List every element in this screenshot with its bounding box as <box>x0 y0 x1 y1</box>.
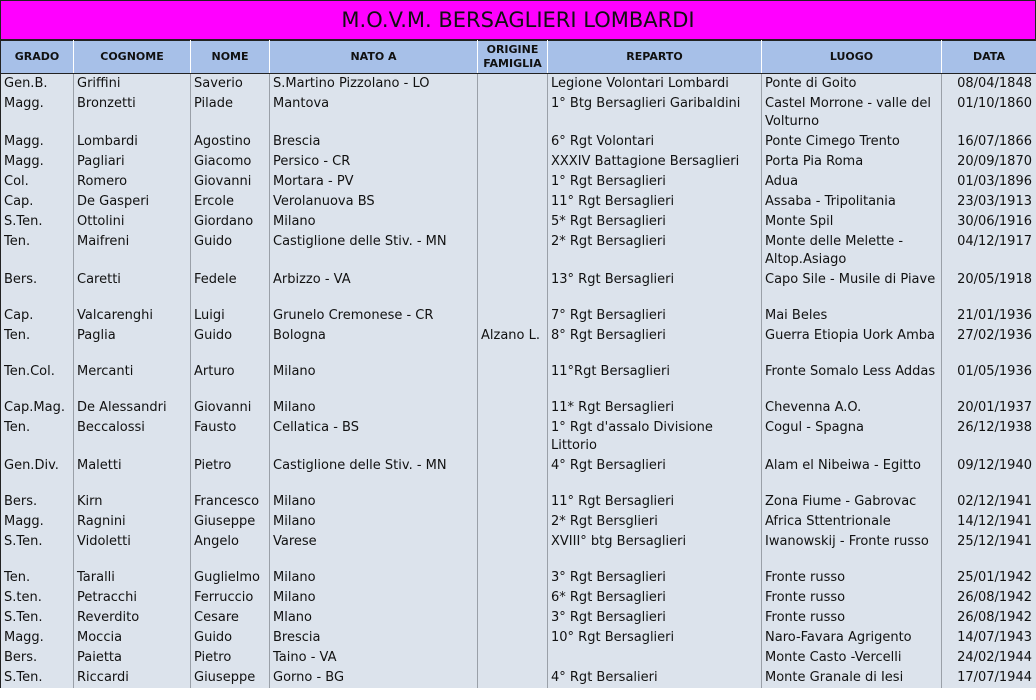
cell-nato-a[interactable]: Gorno - BG <box>270 668 478 688</box>
cell-data[interactable]: 23/03/1913 <box>942 192 1036 212</box>
cell-luogo[interactable]: Naro-Favara Agrigento <box>762 628 942 648</box>
table-row <box>1 326 1036 362</box>
cell-grado[interactable]: S.Ten. <box>1 212 74 232</box>
cell-grado[interactable]: Magg. <box>1 152 74 172</box>
cell-data[interactable]: 25/01/1942 <box>942 568 1036 588</box>
cell-origine-famiglia[interactable] <box>478 588 548 608</box>
cell-nato-a[interactable]: Brescia <box>270 628 478 648</box>
cell-luogo[interactable]: Zona Fiume - Gabrovac <box>762 492 942 512</box>
column-header-data[interactable]: DATA <box>942 41 1036 74</box>
cell-reparto[interactable]: 11° Rgt Bersaglieri <box>548 492 762 512</box>
cell-cognome[interactable]: Lombardi <box>74 132 191 152</box>
cell-data[interactable]: 27/02/1936 <box>942 326 1036 362</box>
cell-luogo[interactable]: Monte Granale di Iesi <box>762 668 942 688</box>
cell-origine-famiglia[interactable] <box>478 306 548 326</box>
cell-data[interactable]: 24/02/1944 <box>942 648 1036 668</box>
data-table <box>0 40 1036 688</box>
cell-reparto[interactable]: 1° Rgt Bersaglieri <box>548 172 762 192</box>
cell-origine-famiglia[interactable] <box>478 192 548 212</box>
cell-cognome[interactable]: Paietta <box>74 648 191 668</box>
cell-origine-famiglia[interactable] <box>478 74 548 95</box>
column-header-luogo[interactable]: LUOGO <box>762 41 942 74</box>
cell-data[interactable]: 20/01/1937 <box>942 398 1036 418</box>
cell-data[interactable]: 04/12/1917 <box>942 232 1036 270</box>
cell-reparto[interactable]: 11° Rgt Bersaglieri <box>548 192 762 212</box>
cell-nome[interactable]: Pietro <box>191 456 270 492</box>
cell-cognome[interactable]: De Alessandri <box>74 398 191 418</box>
cell-data[interactable]: 17/07/1944 <box>942 668 1036 688</box>
cell-grado[interactable]: Col. <box>1 172 74 192</box>
cell-nome[interactable]: Ercole <box>191 192 270 212</box>
cell-nato-a[interactable]: Verolanuova BS <box>270 192 478 212</box>
cell-data[interactable]: 01/03/1896 <box>942 172 1036 192</box>
column-header-origine-famiglia[interactable]: ORIGINE FAMIGLIA <box>478 41 548 74</box>
cell-luogo[interactable]: Alam el Nibeiwa - Egitto <box>762 456 942 492</box>
cell-data[interactable]: 09/12/1940 <box>942 456 1036 492</box>
cell-data[interactable]: 01/10/1860 <box>942 94 1036 132</box>
cell-luogo[interactable]: Africa Sttentrionale <box>762 512 942 532</box>
cell-cognome[interactable]: Romero <box>74 172 191 192</box>
cell-reparto[interactable]: 2* Rgt Bersaglieri <box>548 232 762 270</box>
cell-nome[interactable]: Francesco <box>191 492 270 512</box>
cell-data[interactable]: 14/12/1941 <box>942 512 1036 532</box>
cell-grado[interactable]: Cap.Mag. <box>1 398 74 418</box>
cell-luogo[interactable]: Guerra Etiopia Uork Amba <box>762 326 942 362</box>
table-row <box>1 648 1036 668</box>
cell-grado[interactable]: S.Ten. <box>1 532 74 568</box>
cell-nato-a[interactable]: Milano <box>270 512 478 532</box>
cell-nato-a[interactable]: Milano <box>270 492 478 512</box>
header-row <box>1 41 1036 74</box>
cell-cognome[interactable]: Paglia <box>74 326 191 362</box>
cell-nome[interactable]: Arturo <box>191 362 270 398</box>
cell-luogo[interactable]: Fronte russo <box>762 588 942 608</box>
cell-nome[interactable]: Giovanni <box>191 398 270 418</box>
cell-reparto[interactable]: 4° Rgt Bersalieri <box>548 668 762 688</box>
cell-grado[interactable]: Bers. <box>1 492 74 512</box>
cell-origine-famiglia[interactable] <box>478 568 548 588</box>
cell-nato-a[interactable]: Grunelo Cremonese - CR <box>270 306 478 326</box>
cell-luogo[interactable]: Chevenna A.O. <box>762 398 942 418</box>
cell-data[interactable]: 08/04/1848 <box>942 74 1036 95</box>
cell-origine-famiglia[interactable]: Alzano L. <box>478 326 548 362</box>
cell-grado[interactable]: Magg. <box>1 512 74 532</box>
cell-reparto[interactable]: 6° Rgt Volontari <box>548 132 762 152</box>
cell-luogo[interactable]: Iwanowskij - Fronte russo <box>762 532 942 568</box>
cell-nato-a[interactable]: S.Martino Pizzolano - LO <box>270 74 478 95</box>
cell-nato-a[interactable]: Mlano <box>270 608 478 628</box>
column-header-cognome[interactable]: COGNOME <box>74 41 191 74</box>
cell-grado[interactable]: Ten. <box>1 326 74 362</box>
table-row <box>1 398 1036 418</box>
cell-nato-a[interactable]: Persico - CR <box>270 152 478 172</box>
cell-luogo[interactable]: Fronte russo <box>762 568 942 588</box>
cell-origine-famiglia[interactable] <box>478 648 548 668</box>
cell-cognome[interactable]: Taralli <box>74 568 191 588</box>
cell-cognome[interactable]: Bronzetti <box>74 94 191 132</box>
cell-cognome[interactable]: Pagliari <box>74 152 191 172</box>
cell-nome[interactable]: Giordano <box>191 212 270 232</box>
cell-nato-a[interactable]: Mantova <box>270 94 478 132</box>
cell-nato-a[interactable]: Milano <box>270 362 478 398</box>
cell-cognome[interactable]: Vidoletti <box>74 532 191 568</box>
table-row <box>1 212 1036 232</box>
cell-cognome[interactable]: De Gasperi <box>74 192 191 212</box>
table-row <box>1 232 1036 270</box>
cell-nato-a[interactable]: Cellatica - BS <box>270 418 478 456</box>
cell-origine-famiglia[interactable] <box>478 362 548 398</box>
cell-nato-a[interactable]: Mortara - PV <box>270 172 478 192</box>
cell-nome[interactable]: Giacomo <box>191 152 270 172</box>
cell-reparto[interactable] <box>548 648 762 668</box>
cell-origine-famiglia[interactable] <box>478 132 548 152</box>
cell-nato-a[interactable]: Brescia <box>270 132 478 152</box>
cell-grado[interactable]: Magg. <box>1 94 74 132</box>
table-row <box>1 418 1036 456</box>
cell-origine-famiglia[interactable] <box>478 608 548 628</box>
table-row <box>1 132 1036 152</box>
cell-nome[interactable]: Guido <box>191 326 270 362</box>
cell-grado[interactable]: Bers. <box>1 648 74 668</box>
table-row <box>1 532 1036 568</box>
table-row <box>1 74 1036 95</box>
cell-luogo[interactable]: Castel Morrone - valle del Volturno <box>762 94 942 132</box>
cell-reparto[interactable]: 1° Btg Bersaglieri Garibaldini <box>548 94 762 132</box>
cell-reparto[interactable]: 3° Rgt Bersaglieri <box>548 568 762 588</box>
cell-origine-famiglia[interactable] <box>478 212 548 232</box>
cell-reparto[interactable]: 8° Rgt Bersaglieri <box>548 326 762 362</box>
cell-luogo[interactable]: Porta Pia Roma <box>762 152 942 172</box>
table-row <box>1 456 1036 492</box>
cell-luogo[interactable]: Fronte russo <box>762 608 942 628</box>
cell-nome[interactable]: Giovanni <box>191 172 270 192</box>
cell-cognome[interactable]: Reverdito <box>74 608 191 628</box>
cell-nome[interactable]: Guglielmo <box>191 568 270 588</box>
cell-grado[interactable]: Ten. <box>1 418 74 456</box>
cell-nome[interactable]: Luigi <box>191 306 270 326</box>
cell-grado[interactable]: S.Ten. <box>1 608 74 628</box>
cell-cognome[interactable]: Ottolini <box>74 212 191 232</box>
cell-origine-famiglia[interactable] <box>478 668 548 688</box>
cell-reparto[interactable]: 2* Rgt Bersglieri <box>548 512 762 532</box>
cell-reparto[interactable]: 3° Rgt Bersaglieri <box>548 608 762 628</box>
cell-grado[interactable]: S.ten. <box>1 588 74 608</box>
cell-origine-famiglia[interactable] <box>478 398 548 418</box>
table-row <box>1 362 1036 398</box>
cell-nato-a[interactable]: Milano <box>270 212 478 232</box>
table-row <box>1 94 1036 132</box>
cell-grado[interactable]: Bers. <box>1 270 74 306</box>
cell-luogo[interactable]: Fronte Somalo Less Addas <box>762 362 942 398</box>
cell-nato-a[interactable]: Milano <box>270 588 478 608</box>
cell-origine-famiglia[interactable] <box>478 456 548 492</box>
cell-reparto[interactable]: 6* Rgt Bersaglieri <box>548 588 762 608</box>
sheet-title: M.O.V.M. BERSAGLIERI LOMBARDI <box>0 0 1036 40</box>
cell-cognome[interactable]: Kirn <box>74 492 191 512</box>
cell-data[interactable]: 30/06/1916 <box>942 212 1036 232</box>
table-row <box>1 492 1036 512</box>
cell-nome[interactable]: Saverio <box>191 74 270 95</box>
cell-origine-famiglia[interactable] <box>478 418 548 456</box>
cell-grado[interactable]: Gen.Div. <box>1 456 74 492</box>
cell-grado[interactable]: Magg. <box>1 628 74 648</box>
table-row <box>1 608 1036 628</box>
table-row <box>1 568 1036 588</box>
cell-origine-famiglia[interactable] <box>478 232 548 270</box>
table-row <box>1 628 1036 648</box>
cell-reparto[interactable]: 11°Rgt Bersaglieri <box>548 362 762 398</box>
cell-nome[interactable]: Giuseppe <box>191 668 270 688</box>
cell-nome[interactable]: Fedele <box>191 270 270 306</box>
cell-origine-famiglia[interactable] <box>478 94 548 132</box>
cell-luogo[interactable]: Cogul - Spagna <box>762 418 942 456</box>
cell-grado[interactable]: Ten. <box>1 568 74 588</box>
cell-data[interactable]: 26/08/1942 <box>942 588 1036 608</box>
cell-nome[interactable]: Cesare <box>191 608 270 628</box>
cell-nome[interactable]: Giuseppe <box>191 512 270 532</box>
cell-reparto[interactable]: 11* Rgt Bersaglieri <box>548 398 762 418</box>
cell-nato-a[interactable]: Varese <box>270 532 478 568</box>
cell-nome[interactable]: Pietro <box>191 648 270 668</box>
cell-origine-famiglia[interactable] <box>478 152 548 172</box>
cell-nome[interactable]: Ferruccio <box>191 588 270 608</box>
cell-luogo[interactable]: Monte Spil <box>762 212 942 232</box>
cell-cognome[interactable]: Petracchi <box>74 588 191 608</box>
cell-nome[interactable]: Angelo <box>191 532 270 568</box>
cell-origine-famiglia[interactable] <box>478 512 548 532</box>
table-row <box>1 588 1036 608</box>
cell-luogo[interactable]: Assaba - Tripolitania <box>762 192 942 212</box>
cell-nato-a[interactable]: Castiglione delle Stiv. - MN <box>270 232 478 270</box>
cell-nome[interactable]: Pilade <box>191 94 270 132</box>
cell-luogo[interactable]: Monte delle Melette - Altop.Asiago <box>762 232 942 270</box>
cell-grado[interactable]: Cap. <box>1 192 74 212</box>
cell-cognome[interactable]: Beccalossi <box>74 418 191 456</box>
cell-luogo[interactable]: Capo Sile - Musile di Piave <box>762 270 942 306</box>
cell-cognome[interactable]: Maifreni <box>74 232 191 270</box>
cell-cognome[interactable]: Ragnini <box>74 512 191 532</box>
cell-nome[interactable]: Guido <box>191 628 270 648</box>
cell-luogo[interactable]: Monte Casto -Vercelli <box>762 648 942 668</box>
cell-grado[interactable]: Ten. <box>1 232 74 270</box>
cell-data[interactable]: 20/05/1918 <box>942 270 1036 306</box>
cell-data[interactable]: 02/12/1941 <box>942 492 1036 512</box>
cell-cognome[interactable]: Moccia <box>74 628 191 648</box>
cell-cognome[interactable]: Maletti <box>74 456 191 492</box>
cell-origine-famiglia[interactable] <box>478 628 548 648</box>
cell-grado[interactable]: Magg. <box>1 132 74 152</box>
table-row <box>1 668 1036 688</box>
cell-luogo[interactable]: Ponte Cimego Trento <box>762 132 942 152</box>
table-row <box>1 270 1036 306</box>
cell-origine-famiglia[interactable] <box>478 270 548 306</box>
cell-grado[interactable]: S.Ten. <box>1 668 74 688</box>
cell-reparto[interactable]: 4° Rgt Bersaglieri <box>548 456 762 492</box>
table-row <box>1 192 1036 212</box>
cell-data[interactable]: 26/12/1938 <box>942 418 1036 456</box>
table-row <box>1 512 1036 532</box>
cell-origine-famiglia[interactable] <box>478 532 548 568</box>
cell-nome[interactable]: Fausto <box>191 418 270 456</box>
cell-reparto[interactable]: 7° Rgt Bersaglieri <box>548 306 762 326</box>
cell-nato-a[interactable]: Bologna <box>270 326 478 362</box>
cell-reparto[interactable]: XVIII° btg Bersaglieri <box>548 532 762 568</box>
cell-nato-a[interactable]: Milano <box>270 568 478 588</box>
cell-data[interactable]: 01/05/1936 <box>942 362 1036 398</box>
cell-nato-a[interactable]: Arbizzo - VA <box>270 270 478 306</box>
cell-nato-a[interactable]: Milano <box>270 398 478 418</box>
cell-reparto[interactable]: 13° Rgt Bersaglieri <box>548 270 762 306</box>
column-header-nato-a[interactable]: NATO A <box>270 41 478 74</box>
cell-luogo[interactable]: Ponte di Goito <box>762 74 942 95</box>
cell-cognome[interactable]: Riccardi <box>74 668 191 688</box>
cell-nome[interactable]: Agostino <box>191 132 270 152</box>
table-row <box>1 172 1036 192</box>
cell-data[interactable]: 14/07/1943 <box>942 628 1036 648</box>
cell-data[interactable]: 25/12/1941 <box>942 532 1036 568</box>
cell-nato-a[interactable]: Taino - VA <box>270 648 478 668</box>
column-header-grado[interactable]: GRADO <box>1 41 74 74</box>
cell-reparto[interactable]: Legione Volontari Lombardi <box>548 74 762 95</box>
cell-cognome[interactable]: Caretti <box>74 270 191 306</box>
column-header-reparto[interactable]: REPARTO <box>548 41 762 74</box>
cell-grado[interactable]: Gen.B. <box>1 74 74 95</box>
cell-origine-famiglia[interactable] <box>478 172 548 192</box>
column-header-nome[interactable]: NOME <box>191 41 270 74</box>
cell-luogo[interactable]: Mai Beles <box>762 306 942 326</box>
cell-reparto[interactable]: 10° Rgt Bersaglieri <box>548 628 762 648</box>
cell-grado[interactable]: Cap. <box>1 306 74 326</box>
cell-reparto[interactable]: 1° Rgt d'assalo Divisione Littorio <box>548 418 762 456</box>
cell-cognome[interactable]: Mercanti <box>74 362 191 398</box>
table-row <box>1 306 1036 326</box>
cell-cognome[interactable]: Valcarenghi <box>74 306 191 326</box>
cell-grado[interactable]: Ten.Col. <box>1 362 74 398</box>
cell-data[interactable]: 21/01/1936 <box>942 306 1036 326</box>
cell-data[interactable]: 26/08/1942 <box>942 608 1036 628</box>
cell-cognome[interactable]: Griffini <box>74 74 191 95</box>
table-row <box>1 152 1036 172</box>
cell-data[interactable]: 16/07/1866 <box>942 132 1036 152</box>
cell-luogo[interactable]: Adua <box>762 172 942 192</box>
cell-origine-famiglia[interactable] <box>478 492 548 512</box>
cell-nato-a[interactable]: Castiglione delle Stiv. - MN <box>270 456 478 492</box>
cell-data[interactable]: 20/09/1870 <box>942 152 1036 172</box>
cell-nome[interactable]: Guido <box>191 232 270 270</box>
cell-reparto[interactable]: XXXIV Battagione Bersaglieri <box>548 152 762 172</box>
cell-reparto[interactable]: 5* Rgt Bersaglieri <box>548 212 762 232</box>
